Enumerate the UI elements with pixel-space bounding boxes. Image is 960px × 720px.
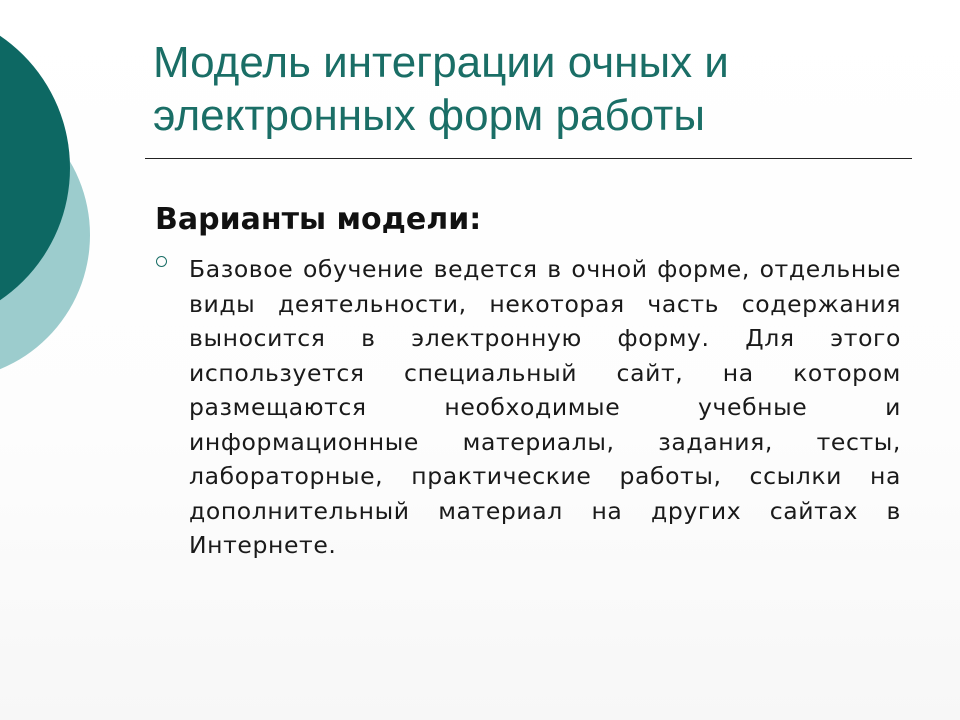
slide-subtitle [155,200,481,240]
subtitle-colon: : [469,202,482,237]
hollow-circle-bullet-icon [156,256,167,267]
bullet-text: Базовое обучение ведется в очной форме, отдельные виды деятельности, некоторая часть содержания выносится в электронную форму. Для этого используется специальный сайт, на котором размещаются необходимые учебные и информационные материалы, задания, тесты, лабораторные, практические работы, ссылки на дополнительный материал на других сайтах в Интернете. [189,255,901,559]
title-divider [145,158,912,159]
slide-title: Модель интеграции очных и электронных форм работы [153,38,729,140]
subtitle-bold-text: Варианты модели [155,202,470,237]
